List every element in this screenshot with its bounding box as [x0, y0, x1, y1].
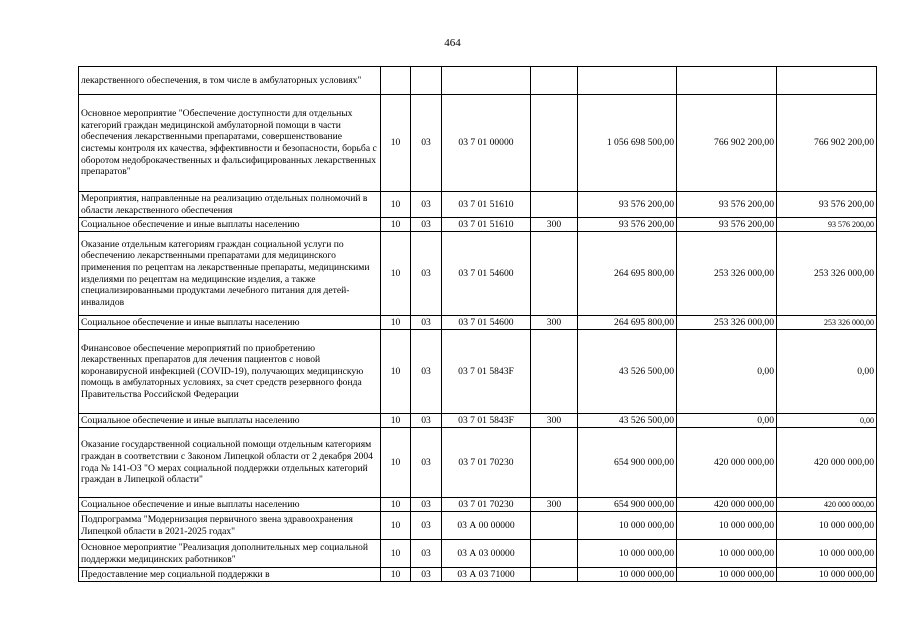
amount-year-1-cell: 10 000 000,00 [578, 568, 677, 582]
table-row [79, 95, 877, 192]
section-code-cell: 10 [381, 414, 411, 428]
table-row [79, 498, 877, 512]
amount-year-2-cell: 93 576 200,00 [677, 192, 777, 218]
section-code-cell: 10 [381, 95, 411, 192]
table-row [79, 192, 877, 218]
amount-year-2-cell: 10 000 000,00 [677, 512, 777, 540]
target-article-cell: 03 7 01 54600 [442, 316, 531, 330]
amount-year-3-cell: 420 000 000,00 [777, 498, 877, 512]
subsection-code-cell: 03 [411, 540, 442, 568]
amount-year-1-cell: 93 576 200,00 [578, 192, 677, 218]
row-name-cell: Финансовое обеспечение мероприятий по приобретению лекарственных препаратов для лечения пациентов с новой коронавирусной инфекцией (COVID-19), получающих медицинскую помощь в амбулаторных условиях, за счет средств резервного фонда Правительства Российской Федерации [79, 330, 381, 414]
target-article-cell: 03 7 01 51610 [442, 218, 531, 232]
expense-type-cell [531, 540, 578, 568]
budget-table [78, 66, 877, 582]
subsection-code-cell: 03 [411, 218, 442, 232]
expense-type-cell [531, 568, 578, 582]
table-row [79, 232, 877, 316]
subsection-code-cell: 03 [411, 414, 442, 428]
amount-year-2-cell: 253 326 000,00 [677, 316, 777, 330]
amount-year-3-cell: 93 576 200,00 [777, 192, 877, 218]
row-name-cell: Основное мероприятие "Реализация дополнительных мер социальной поддержки медицинских работников" [79, 540, 381, 568]
amount-year-2-cell: 0,00 [677, 330, 777, 414]
subsection-code-cell: 03 [411, 428, 442, 498]
expense-type-cell [531, 67, 578, 95]
page-number: 464 [444, 37, 461, 49]
amount-year-2-cell: 93 576 200,00 [677, 218, 777, 232]
target-article-cell: 03 7 01 70230 [442, 428, 531, 498]
amount-year-1-cell: 264 695 800,00 [578, 232, 677, 316]
amount-year-1-cell: 10 000 000,00 [578, 540, 677, 568]
amount-year-1-cell: 1 056 698 500,00 [578, 95, 677, 192]
amount-year-3-cell: 93 576 200,00 [777, 218, 877, 232]
row-name-cell: лекарственного обеспечения, в том числе в амбулаторных условиях" [79, 67, 381, 95]
subsection-code-cell: 03 [411, 330, 442, 414]
amount-year-3-cell: 10 000 000,00 [777, 512, 877, 540]
amount-year-1-cell: 93 576 200,00 [578, 218, 677, 232]
subsection-code-cell: 03 [411, 512, 442, 540]
amount-year-3-cell: 10 000 000,00 [777, 540, 877, 568]
row-name-cell: Предоставление мер социальной поддержки в [79, 568, 381, 582]
target-article-cell: 03 7 01 51610 [442, 192, 531, 218]
target-article-cell: 03 7 01 5843F [442, 330, 531, 414]
target-article-cell: 03 7 01 70230 [442, 498, 531, 512]
expense-type-cell [531, 95, 578, 192]
expense-type-cell [531, 330, 578, 414]
row-name-cell: Основное мероприятие "Обеспечение доступности для отдельных категорий граждан медицинской амбулаторной помощи в части обеспечения лекарственными препаратами, совершенствование системы контроля их качества, эффективности и безопасности, борьба с оборотом недоброкачественных и фальсифицированных лекарственных препаратов" [79, 95, 381, 192]
section-code-cell: 10 [381, 428, 411, 498]
section-code-cell: 10 [381, 540, 411, 568]
row-name-cell: Мероприятия, направленные на реализацию отдельных полномочий в области лекарственного обеспечения [79, 192, 381, 218]
expense-type-cell [531, 192, 578, 218]
subsection-code-cell: 03 [411, 568, 442, 582]
amount-year-2-cell: 766 902 200,00 [677, 95, 777, 192]
expense-type-cell: 300 [531, 498, 578, 512]
amount-year-2-cell: 0,00 [677, 414, 777, 428]
amount-year-3-cell: 253 326 000,00 [777, 232, 877, 316]
subsection-code-cell [411, 67, 442, 95]
expense-type-cell: 300 [531, 218, 578, 232]
row-name-cell: Социальное обеспечение и иные выплаты населению [79, 414, 381, 428]
section-code-cell: 10 [381, 232, 411, 316]
target-article-cell: 03 7 01 00000 [442, 95, 531, 192]
target-article-cell: 03 А 03 00000 [442, 540, 531, 568]
target-article-cell: 03 А 03 71000 [442, 568, 531, 582]
table-row [79, 218, 877, 232]
section-code-cell: 10 [381, 512, 411, 540]
amount-year-1-cell [578, 67, 677, 95]
subsection-code-cell: 03 [411, 192, 442, 218]
row-name-cell: Подпрограмма "Модернизация первичного звена здравоохранения Липецкой области в 2021-2025 годах" [79, 512, 381, 540]
section-code-cell [381, 67, 411, 95]
amount-year-3-cell: 0,00 [777, 414, 877, 428]
amount-year-3-cell: 0,00 [777, 330, 877, 414]
amount-year-2-cell: 10 000 000,00 [677, 540, 777, 568]
table-row [79, 414, 877, 428]
table-row [79, 428, 877, 498]
amount-year-1-cell: 10 000 000,00 [578, 512, 677, 540]
table-row [79, 330, 877, 414]
section-code-cell: 10 [381, 330, 411, 414]
row-name-cell: Оказание отдельным категориям граждан социальной услуги по обеспечению лекарственными препаратами для медицинского применения по рецептам на лекарственные препараты, медицинскими изделиями по рецептам на медицинские изделия, а также специализированными продуктами лечебного питания для детей-инвалидов [79, 232, 381, 316]
expense-type-cell: 300 [531, 316, 578, 330]
amount-year-1-cell: 43 526 500,00 [578, 330, 677, 414]
section-code-cell: 10 [381, 316, 411, 330]
table-row [79, 512, 877, 540]
amount-year-3-cell: 10 000 000,00 [777, 568, 877, 582]
subsection-code-cell: 03 [411, 498, 442, 512]
amount-year-3-cell: 766 902 200,00 [777, 95, 877, 192]
section-code-cell: 10 [381, 568, 411, 582]
expense-type-cell [531, 512, 578, 540]
target-article-cell: 03 7 01 54600 [442, 232, 531, 316]
subsection-code-cell: 03 [411, 95, 442, 192]
row-name-cell: Социальное обеспечение и иные выплаты населению [79, 316, 381, 330]
amount-year-3-cell [777, 67, 877, 95]
amount-year-1-cell: 43 526 500,00 [578, 414, 677, 428]
row-name-cell: Оказание государственной социальной помощи отдельным категориям граждан в соответствии с Законом Липецкой области от 2 декабря 2004 года № 141-ОЗ "О мерах социальной поддержки отдельных категорий граждан в Липецкой области" [79, 428, 381, 498]
amount-year-3-cell: 253 326 000,00 [777, 316, 877, 330]
amount-year-1-cell: 264 695 800,00 [578, 316, 677, 330]
amount-year-2-cell: 420 000 000,00 [677, 428, 777, 498]
section-code-cell: 10 [381, 218, 411, 232]
subsection-code-cell: 03 [411, 316, 442, 330]
target-article-cell: 03 7 01 5843F [442, 414, 531, 428]
amount-year-1-cell: 654 900 000,00 [578, 428, 677, 498]
expense-type-cell [531, 428, 578, 498]
expense-type-cell: 300 [531, 414, 578, 428]
row-name-cell: Социальное обеспечение и иные выплаты населению [79, 498, 381, 512]
target-article-cell: 03 А 00 00000 [442, 512, 531, 540]
table-row [79, 568, 877, 582]
amount-year-2-cell: 253 326 000,00 [677, 232, 777, 316]
table-row [79, 67, 877, 95]
table-row [79, 540, 877, 568]
subsection-code-cell: 03 [411, 232, 442, 316]
section-code-cell: 10 [381, 192, 411, 218]
amount-year-2-cell: 10 000 000,00 [677, 568, 777, 582]
row-name-cell: Социальное обеспечение и иные выплаты населению [79, 218, 381, 232]
target-article-cell [442, 67, 531, 95]
section-code-cell: 10 [381, 498, 411, 512]
table-row [79, 316, 877, 330]
amount-year-2-cell [677, 67, 777, 95]
amount-year-3-cell: 420 000 000,00 [777, 428, 877, 498]
amount-year-2-cell: 420 000 000,00 [677, 498, 777, 512]
expense-type-cell [531, 232, 578, 316]
amount-year-1-cell: 654 900 000,00 [578, 498, 677, 512]
budget-table-body [79, 67, 877, 582]
